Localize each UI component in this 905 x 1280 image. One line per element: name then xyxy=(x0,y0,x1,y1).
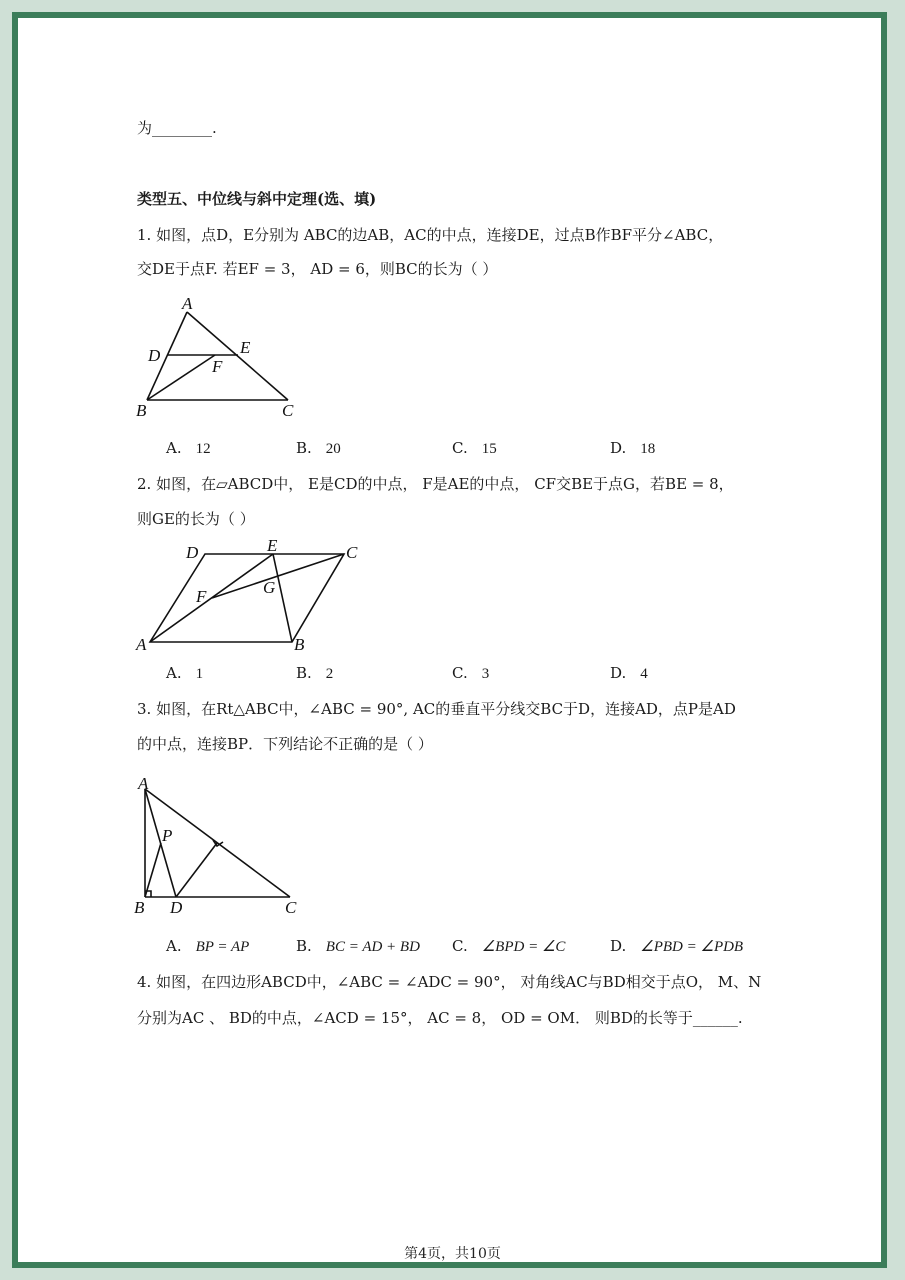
q1-label-e: E xyxy=(240,338,251,357)
q2-label-e: E xyxy=(267,536,278,555)
q1-option-a[interactable]: A. 12 xyxy=(166,439,211,457)
q3-option-d[interactable]: D. ∠PBD = ∠PDB xyxy=(610,937,744,955)
q3-label-c: C xyxy=(285,898,297,917)
q3-option-a[interactable]: A. BP = AP xyxy=(166,937,250,955)
q2-option-b[interactable]: B. 2 xyxy=(296,664,334,682)
q2-option-c[interactable]: C. 3 xyxy=(452,664,490,682)
q2-label-g: G xyxy=(263,578,276,597)
intro-line: 为________. xyxy=(137,119,217,137)
q2-option-a[interactable]: A. 1 xyxy=(166,664,204,682)
q2-line1: 2. 如图，在▱ABCD中， E是CD的中点， F是AE的中点， CF交BE于点G，若BE = 8， xyxy=(137,475,734,493)
q2-segment-cf xyxy=(212,554,344,598)
q3-line2: 的中点，连接BP．下列结论不正确的是（ ） xyxy=(137,735,433,753)
section-title: 类型五、中位线与斜中定理(选、填) xyxy=(137,190,377,208)
q2-segment-eb xyxy=(273,554,292,642)
q2-label-f: F xyxy=(196,587,207,606)
q3-label-d: D xyxy=(170,898,183,917)
q3-line1: 3. 如图，在Rt△ABC中，∠ABC = 90°, AC的垂直平分线交BC于D，连接AD，点P是AD xyxy=(137,700,736,718)
q1-line1: 1. 如图，点D，E分别为 ABC的边AB，AC的中点，连接DE，过点B作BF平分∠ABC， xyxy=(137,226,724,244)
page-footer: 第4页，共10页 xyxy=(404,1246,501,1262)
q1-label-c: C xyxy=(282,401,294,420)
q4-line1: 4. 如图，在四边形ABCD中，∠ABC = ∠ADC = 90°， 对角线AC与BD相交于点O， M、N xyxy=(137,973,762,991)
q2-line2: 则GE的长为（ ） xyxy=(137,510,255,528)
q2-label-b: B xyxy=(294,635,305,654)
q2-option-d[interactable]: D. 4 xyxy=(610,664,648,682)
q2-figure xyxy=(130,538,370,658)
q3-label-a: A xyxy=(138,774,149,793)
q4-line2: 分别为AC 、 BD的中点，∠ACD = 15°， AC = 8， OD = OM． 则BD的长等于______. xyxy=(137,1009,743,1027)
q1-line2: 交DE于点F. 若EF = 3， AD = 6，则BC的长为（ ） xyxy=(137,260,498,278)
q1-label-a: A xyxy=(182,294,193,313)
q1-label-f: F xyxy=(212,357,223,376)
q3-option-b[interactable]: B. BC = AD + BD xyxy=(296,937,420,955)
q1-figure xyxy=(130,292,320,422)
q1-label-b: B xyxy=(136,401,147,420)
q1-option-c[interactable]: C. 15 xyxy=(452,439,497,457)
q1-label-d: D xyxy=(148,346,161,365)
q1-option-b[interactable]: B. 20 xyxy=(296,439,341,457)
q3-segment-bp xyxy=(145,843,161,897)
q1-option-d[interactable]: D. 18 xyxy=(610,439,656,457)
q3-label-b: B xyxy=(134,898,145,917)
q3-label-p: P xyxy=(162,826,173,845)
q2-segment-ae xyxy=(150,554,276,642)
q2-parallelogram xyxy=(150,554,344,642)
q2-label-a: A xyxy=(136,635,147,654)
q1-edge-ac xyxy=(187,312,288,400)
q2-label-d: D xyxy=(186,543,199,562)
q2-label-c: C xyxy=(346,543,358,562)
q3-perpendicular-bisector xyxy=(176,843,217,897)
q3-option-c[interactable]: C. ∠BPD = ∠C xyxy=(452,937,566,955)
q3-figure xyxy=(130,772,310,917)
